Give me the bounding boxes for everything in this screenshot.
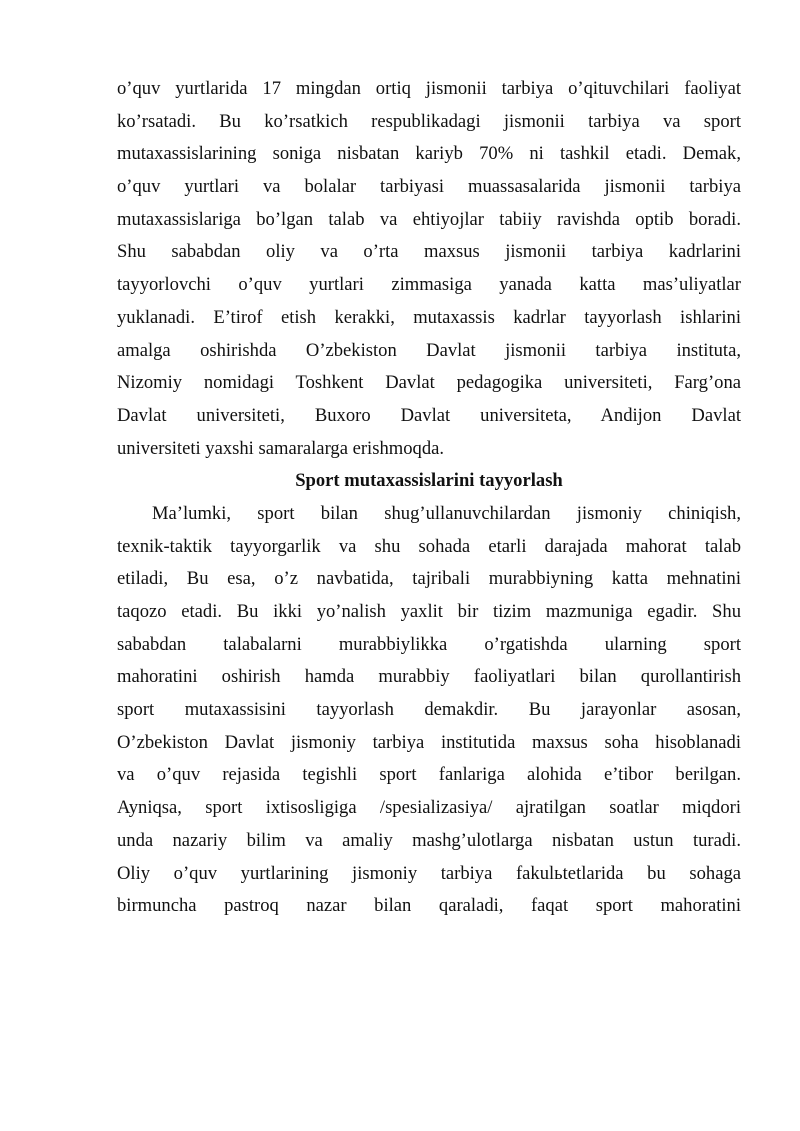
text-line: universiteti yaxshi samaralarga erishmoqda. [117, 437, 445, 459]
text-line: amalga oshirishda O’zbekiston Davlat jismonii tarbiya instituta, [117, 339, 741, 361]
text-line: Davlat universiteti, Buxoro Davlat universiteta, Andijon Davlat [117, 404, 741, 426]
text-line: o’quv yurtlarida 17 mingdan ortiq jismonii tarbiya o’qituvchilari faoliyat [117, 78, 741, 99]
text-line: unda nazariy bilim va amaliy mashg’ulotlarga nisbatan ustun turadi. [117, 829, 741, 851]
text-line: birmuncha pastroq nazar bilan qaraladi, faqat sport mahoratini [117, 895, 741, 917]
text-line: Ayniqsa, sport ixtisosligiga /spesializasiya/ ajratilgan soatlar miqdori [117, 797, 741, 819]
text-line: Ma’lumki, sport bilan shug’ullanuvchilardan jismoniy chiniqish, [152, 502, 741, 524]
text-line: mutaxassislarining soniga nisbatan kariyb 70% ni tashkil etadi. Demak, [117, 143, 741, 165]
text-line: mutaxassislariga bo’lgan talab va ehtiyojlar tabiiy ravishda optib boradi. [117, 208, 741, 230]
text-line: sport mutaxassisini tayyorlash demakdir. Bu jarayonlar asosan, [117, 699, 741, 721]
text-line: Shu sababdan oliy va o’rta maxsus jismonii tarbiya kadrlarini [117, 241, 741, 263]
text-line: Oliy o’quv yurtlarining jismoniy tarbiya fakulьtetlarida bu sohaga [117, 862, 741, 884]
text-line: sababdan talabalarni murabbiylikka o’rgatishda ularning sport [117, 633, 741, 655]
text-line: va o’quv rejasida tegishli sport fanlariga alohida e’tibor berilgan. [117, 764, 741, 786]
text-line: tayyorlovchi o’quv yurtlari zimmasiga yanada katta mas’uliyatlar [117, 274, 741, 296]
text-line: taqozo etadi. Bu ikki yo’nalish yaxlit bir tizim mazmuniga egadir. Shu [117, 601, 741, 622]
text-line: etiladi, Bu esa, o’z navbatida, tajribali murabbiyning katta mehnatini [117, 568, 741, 590]
paragraph-1 [117, 73, 741, 465]
paragraph-2 [117, 498, 741, 923]
text-line: o’quv yurtlari va bolalar tarbiyasi muassasalarida jismonii tarbiya [117, 176, 741, 198]
text-line: Nizomiy nomidagi Toshkent Davlat pedagogika universiteti, Farg’ona [117, 372, 741, 394]
text-line: mahoratini oshirish hamda murabbiy faoliyatlari bilan qurollantirish [117, 666, 741, 688]
text-line: O’zbekiston Davlat jismoniy tarbiya institutida maxsus soha hisoblanadi [117, 731, 741, 753]
document-page [117, 73, 741, 923]
text-line: ko’rsatadi. Bu ko’rsatkich respublikadagi jismonii tarbiya va sport [117, 110, 741, 132]
text-line: yuklanadi. E’tirof etish kerakki, mutaxassis kadrlar tayyorlash ishlarini [117, 306, 741, 328]
text-line: texnik-taktik tayyorgarlik va shu sohada etarli darajada mahorat talab [117, 535, 741, 557]
section-heading: Sport mutaxassislarini tayyorlash [295, 470, 563, 492]
